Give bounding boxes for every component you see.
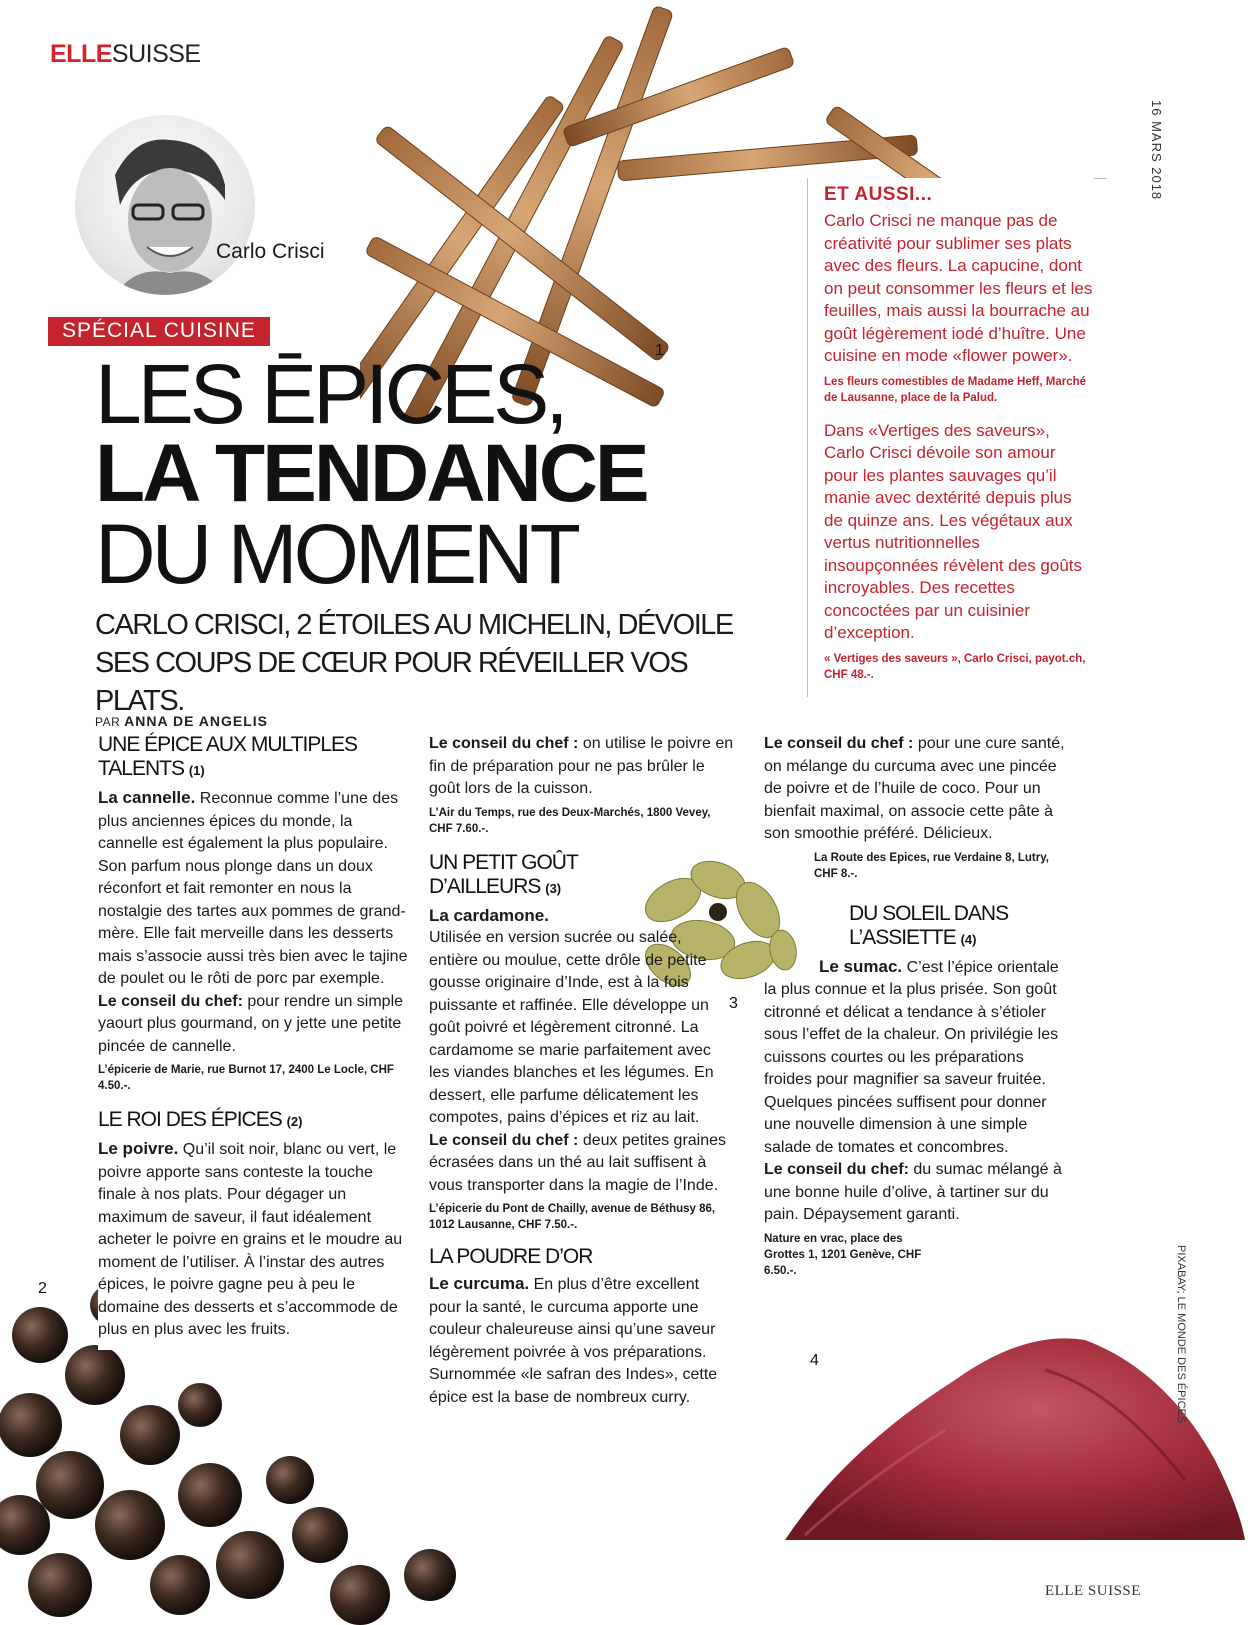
tip-label-sumac: Le conseil du chef: — [764, 1161, 909, 1178]
tip-text-curcuma: pour une cure santé, on mélange du curcuma avec une pincée de poivre et de l’huile de coco. Pour un bienfait maximal, on associe cette pâte à son smoothie préféré. Délicieux. — [764, 735, 1065, 842]
tip-sumac — [764, 1159, 1069, 1227]
lead-cannelle: La cannelle. — [98, 788, 196, 807]
sidebar-source-2: « Vertiges des saveurs », Carlo Crisci, payot.ch, CHF 48.-. — [824, 652, 1086, 681]
sidebar-et-aussi — [807, 178, 1094, 697]
source-poivre: L’Air du Temps, rue des Deux-Marchés, 1800 Vevey, CHF 7.60.-. — [429, 806, 711, 835]
tip-curcuma — [764, 733, 1069, 846]
text-sumac: C’est l’épice orientale la plus connue et la plus prisée. Son goût citronné et délicat a tendance à s’étioler sous l’effet de la chaleur. On privilégie les cuissons courtes ou les préparations froides pour magnifier sa saveur fruitée. Quelques pincées suffisent pour donner une nouvelle dimension à une simple salade de tomates et concombres. — [764, 958, 1059, 1156]
heading-curcuma: LA POUDRE D’OR — [429, 1245, 593, 1268]
section-kicker: SPÉCIAL CUISINE — [48, 317, 270, 346]
byline — [95, 713, 268, 729]
title-line-2: LA TENDANCE — [95, 428, 647, 519]
column-1 — [98, 733, 408, 1350]
heading-cannelle-num: (1) — [188, 763, 205, 778]
text-curcuma: En plus d’être excellent pour la santé, le curcuma apporte une couleur chaleureuse ainsi qu’une saveur légèrement poivrée à vos préparations. Surnommée «le safran des Indes», cette épice est la base de nombreux curry. — [429, 1276, 718, 1406]
tip-label-curcuma: Le conseil du chef : — [764, 735, 914, 752]
heading-poivre-num: (2) — [286, 1114, 303, 1129]
tip-label-cardamone: Le conseil du chef : — [429, 1131, 579, 1149]
tip-cardamone — [429, 1130, 734, 1198]
lead-cardamone: La cardamone. — [429, 905, 549, 925]
paragraph-poivre — [98, 1138, 408, 1342]
lead-curcuma: Le curcuma. — [429, 1274, 530, 1293]
heading-poivre — [98, 1108, 408, 1134]
brand-elle: ELLE — [50, 40, 112, 68]
sidebar-heading: ET AUSSI... — [824, 184, 933, 205]
heading-cardamone — [429, 851, 579, 901]
source-sumac: Nature en vrac, place des Grottes 1, 1201 Genève, CHF 6.50.-. — [764, 1232, 922, 1277]
source-curcuma: La Route des Epices, rue Verdaine 8, Lutry, CHF 8.-. — [814, 851, 1049, 880]
heading-sumac — [764, 902, 1029, 952]
text-poivre: Qu’il soit noir, blanc ou vert, le poivre apporte sans conteste la touche finale à nos plats. Pour dégager un maximum de saveur, il faut idéalement acheter le poivre en grains et le moudre au moment de l’utiliser. À l’instar des autres épices, le poivre gagne peu à peu le domaine des desserts et s’accommode de plus en plus avec les fruits. — [98, 1141, 403, 1338]
sidebar-source-1: Les fleurs comestibles de Madame Heff, Marché de Lausanne, place de la Palud. — [824, 375, 1087, 404]
sidebar-paragraph-2: Dans «Vertiges des saveurs», Carlo Crisci dévoile son amour pour les plantes sauvages qu’il manie avec dextérité depuis plus de quinze ans. Les végétaux aux vertus nutritionnelles insoupçonnées révèlent des goûts incroyables. Des recettes concoctées par un cuisinier d’exception. — [824, 420, 1083, 642]
tip-text-poivre: on utilise le poivre en fin de préparation pour ne pas brûler le goût lors de la cuisson. — [429, 735, 734, 797]
footer-brand: ELLE SUISSE — [1045, 1583, 1141, 1599]
chef-portrait — [75, 115, 255, 295]
byline-author: ANNA DE ANGELIS — [124, 713, 268, 729]
subtitle: CARLO CRISCI, 2 ÉTOILES AU MICHELIN, DÉVOILE SES COUPS DE CŒUR POUR RÉVEILLER VOS PLATS. — [95, 609, 733, 717]
lead-sumac: Le sumac. — [819, 956, 903, 976]
image-number-2: 2 — [38, 1280, 47, 1297]
text-cardamone — [429, 927, 734, 1130]
heading-cannelle — [98, 733, 408, 783]
heading-cardamone-num: (3) — [545, 880, 562, 896]
image-number-1: 1 — [655, 342, 664, 359]
issue-date: 16 MARS 2018 — [1149, 100, 1164, 201]
brand-logo — [50, 40, 201, 69]
tip-label-cannelle: Le conseil du chef: — [98, 992, 243, 1010]
chef-name: Carlo Crisci — [216, 240, 325, 263]
byline-prefix: PAR — [95, 715, 121, 729]
image-number-4: 4 — [810, 1352, 819, 1369]
paragraph-cannelle — [98, 787, 408, 991]
tip-cannelle — [98, 991, 408, 1059]
photo-credit: PIXABAY; LE MONDE DES ÉPICES. — [1175, 1245, 1187, 1427]
source-cannelle: L’épicerie de Marie, rue Burnot 17, 2400 Le Locle, CHF 4.50.-. — [98, 1064, 394, 1092]
tip-text-cardamone: deux petites graines écrasées dans un thé au lait suffisent à vous transporter dans la magie de l’Inde. — [429, 1131, 727, 1194]
source-cardamone: L’épicerie du Pont de Chailly, avenue de Béthusy 86, 1012 Lausanne, CHF 7.50.-. — [429, 1203, 716, 1231]
text-cannelle: Reconnue comme l’une des plus anciennes épices du monde, la cannelle est également la plus populaire. Son parfum nous plonge dans un doux réconfort et fait remonter en nous la nostalgie des tartes aux pommes de grand-mère. Elle fait merveille dans les desserts mais s’associe aussi très bien avec le tajine de poulet ou le rôti de porc par exemple. — [98, 790, 408, 987]
tip-text-cannelle: pour rendre un simple yaourt plus gourmand, on y jette une petite pincée de cannelle. — [98, 992, 404, 1055]
text-cardamone-body: Utilisée en version sucrée ou salée, entière ou moulue, cette drôle de petite gousse originaire d’Inde, est à la fois puissante et raffinée. Elle développe un goût poivré et légèrement citronné. La cardamome se marie parfaitement avec les viandes blanches et les légumes. En dessert, elle parfume délicatement les compotes, pains d’épices et riz au lait. — [429, 929, 714, 1126]
image-number-3: 3 — [729, 995, 738, 1012]
heading-sumac-text: DU SOLEIL DANS L’ASSIETTE — [849, 901, 1009, 949]
heading-cannelle-text: UNE ÉPICE AUX MULTIPLES TALENTS — [98, 733, 358, 780]
tip-label-poivre: Le conseil du chef : — [429, 735, 579, 752]
column-2 — [429, 733, 734, 1409]
heading-sumac-num: (4) — [960, 931, 977, 947]
tip-text-sumac: du sumac mélangé à une bonne huile d’olive, à tartiner sur du pain. Dépaysement garanti. — [764, 1161, 1062, 1223]
sidebar-paragraph-1: Carlo Crisci ne manque pas de créativité pour sublimer ses plats avec des fleurs. La capucine, dont on peut consommer les fleurs et les feuilles, mais aussi la bourrache au goût légèrement iodé d’huître. Une cuisine en mode «flower power». — [824, 211, 1093, 365]
paragraph-sumac — [764, 956, 1069, 1160]
heading-poivre-text: LE ROI DES ÉPICES — [98, 1108, 282, 1131]
lead-poivre: Le poivre. — [98, 1139, 179, 1158]
brand-suisse: SUISSE — [111, 40, 201, 68]
title-line-1: LES ĒPICES, — [95, 347, 565, 441]
tip-poivre — [429, 733, 734, 801]
heading-cardamone-text: UN PETIT GOÛT D’AILLEURS — [429, 850, 578, 898]
column-3 — [764, 733, 1069, 1289]
title-line-3: DU MOMENT — [95, 507, 577, 601]
paragraph-curcuma — [429, 1273, 734, 1409]
